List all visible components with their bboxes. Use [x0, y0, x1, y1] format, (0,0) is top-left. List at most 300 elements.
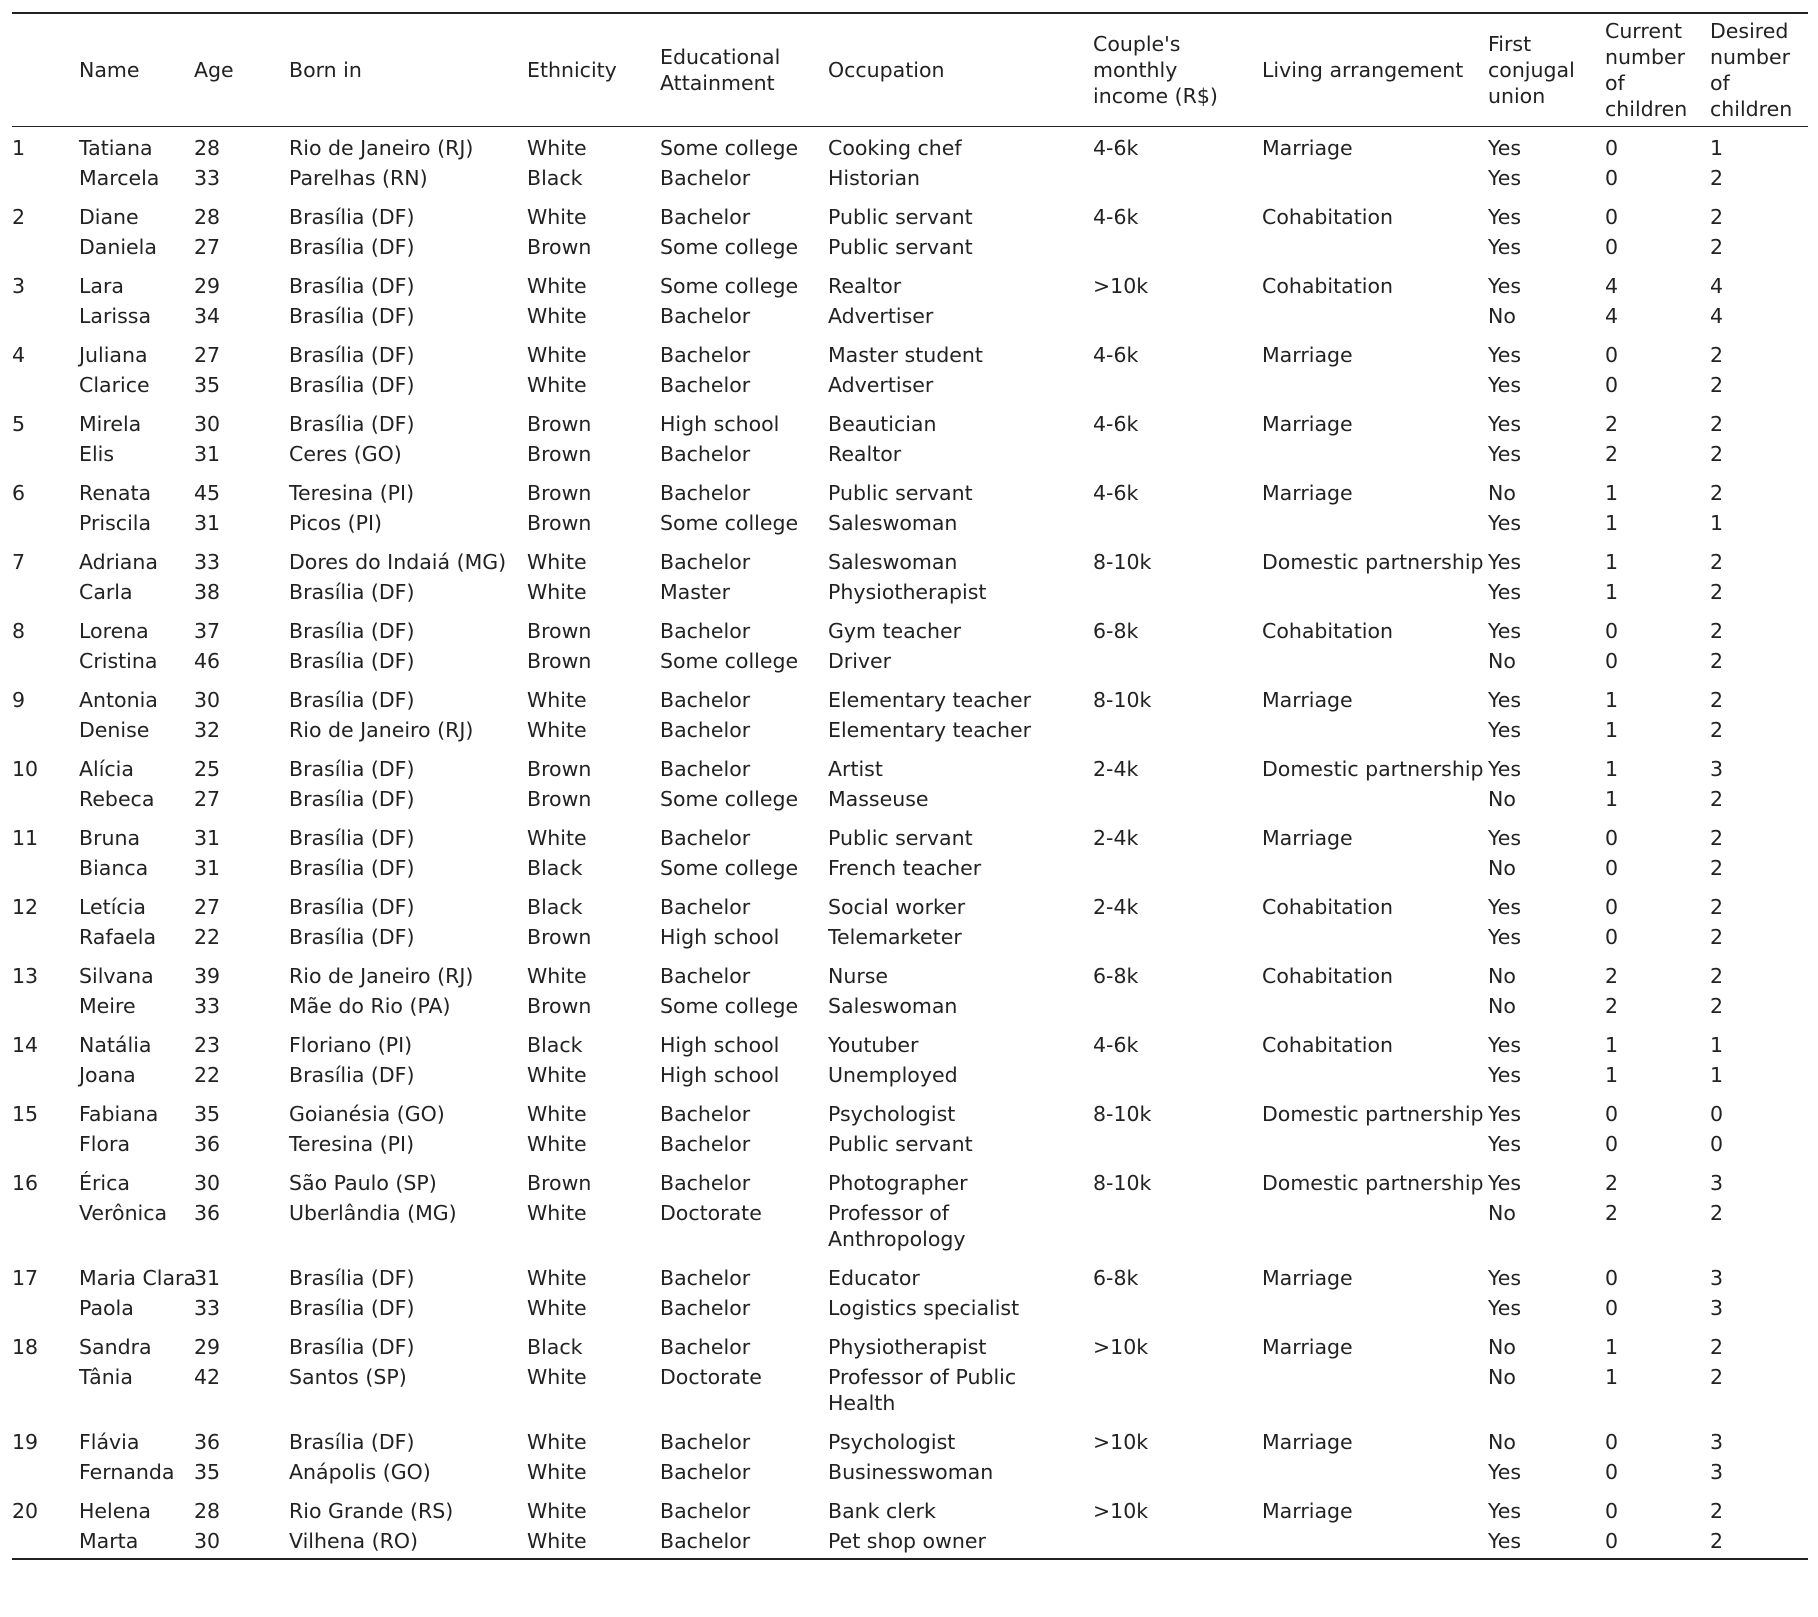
partner-current-children: 0	[1605, 1296, 1619, 1320]
couple-living-arrangement	[1262, 299, 1488, 332]
partner-ethnicity: Brown	[527, 412, 592, 436]
couple-number: 16	[12, 1171, 39, 1195]
table-row	[12, 1127, 1808, 1160]
partner-ethnicity: Brown	[527, 619, 592, 643]
partner-education: Some college	[660, 511, 799, 535]
couple-number	[12, 368, 79, 401]
table-row	[12, 815, 1808, 851]
couple-number: 7	[12, 550, 26, 574]
partner-name: Denise	[79, 718, 150, 742]
partner-age: 38	[194, 580, 221, 604]
partner-occupation: Physiotherapist	[828, 1335, 987, 1359]
couple-living-arrangement	[1262, 989, 1488, 1022]
partner-occupation: Public servant	[828, 1132, 973, 1156]
partner-born-in: Rio de Janeiro (RJ)	[289, 964, 474, 988]
partner-ethnicity: Brown	[527, 925, 592, 949]
partner-age: 33	[194, 550, 221, 574]
partner-ethnicity: Brown	[527, 1171, 592, 1195]
partner-ethnicity: White	[527, 1529, 587, 1553]
partner-age: 27	[194, 787, 221, 811]
table-row	[12, 1419, 1808, 1455]
partner-desired-children: 2	[1710, 1365, 1724, 1389]
partner-desired-children: 2	[1710, 718, 1724, 742]
partner-education: Bachelor	[660, 757, 751, 781]
partner-born-in: São Paulo (SP)	[289, 1171, 437, 1195]
table-row	[12, 161, 1808, 194]
partner-current-children: 0	[1605, 619, 1619, 643]
partner-desired-children: 2	[1710, 1499, 1724, 1523]
partner-desired-children: 2	[1710, 994, 1724, 1018]
partner-age: 28	[194, 205, 221, 229]
partner-occupation: Physiotherapist	[828, 580, 987, 604]
partner-desired-children: 3	[1710, 1266, 1724, 1290]
partner-name: Marcela	[79, 166, 160, 190]
partner-occupation: Master student	[828, 343, 983, 367]
couple-number	[12, 1127, 79, 1160]
couple-income: >10k	[1093, 1430, 1149, 1454]
partner-first-union: Yes	[1488, 1460, 1522, 1484]
partner-name: Verônica	[79, 1201, 168, 1225]
partner-ethnicity: Black	[527, 166, 583, 190]
couple-income	[1093, 1291, 1262, 1324]
partner-age: 36	[194, 1132, 221, 1156]
partner-name: Rebeca	[79, 787, 155, 811]
table-row	[12, 953, 1808, 989]
partner-ethnicity: White	[527, 205, 587, 229]
partner-name: Mirela	[79, 412, 142, 436]
header-education	[660, 13, 828, 127]
partner-born-in: Rio Grande (RS)	[289, 1499, 454, 1523]
partner-age: 31	[194, 826, 221, 850]
couple-number: 15	[12, 1102, 39, 1126]
table-header	[12, 13, 1808, 127]
partner-education: High school	[660, 925, 780, 949]
couple-income	[1093, 437, 1262, 470]
table-row	[12, 1196, 1808, 1255]
table-row	[12, 608, 1808, 644]
couple-living-arrangement	[1262, 920, 1488, 953]
partner-age: 35	[194, 373, 221, 397]
table-row	[12, 506, 1808, 539]
partner-born-in: Brasília (DF)	[289, 343, 415, 367]
partner-name: Bianca	[79, 856, 149, 880]
couple-income: 4-6k	[1093, 343, 1139, 367]
couple-living-arrangement: Marriage	[1262, 826, 1353, 850]
partner-born-in: Brasília (DF)	[289, 826, 415, 850]
table-row	[12, 782, 1808, 815]
couple-living-arrangement	[1262, 575, 1488, 608]
partner-name: Antonia	[79, 688, 158, 712]
header-education-line: Attainment	[660, 71, 775, 95]
header-born-in: Born in	[289, 58, 362, 82]
couple-living-arrangement: Domestic partnership	[1262, 550, 1484, 574]
partner-desired-children: 2	[1710, 550, 1724, 574]
couple-number	[12, 851, 79, 884]
partner-education: Doctorate	[660, 1201, 762, 1225]
partner-education: Bachelor	[660, 1266, 751, 1290]
partner-first-union: Yes	[1488, 1063, 1522, 1087]
partner-ethnicity: White	[527, 343, 587, 367]
partner-born-in: Ceres (GO)	[289, 442, 402, 466]
partner-born-in: Brasília (DF)	[289, 1266, 415, 1290]
partner-occupation: Realtor	[828, 442, 902, 466]
partner-occupation: Cooking chef	[828, 136, 962, 160]
couple-number	[12, 1291, 79, 1324]
header-living-arrangement: Living arrangement	[1262, 58, 1464, 82]
couple-income: 4-6k	[1093, 205, 1139, 229]
table-row	[12, 437, 1808, 470]
partner-education: High school	[660, 1063, 780, 1087]
partner-age: 25	[194, 757, 221, 781]
couple-living-arrangement: Marriage	[1262, 136, 1353, 160]
header-education-line: Educational	[660, 45, 781, 69]
partner-name: Marta	[79, 1529, 139, 1553]
partner-current-children: 1	[1605, 757, 1619, 781]
partner-born-in: Floriano (PI)	[289, 1033, 413, 1057]
partner-current-children: 0	[1605, 136, 1619, 160]
partner-current-children: 0	[1605, 373, 1619, 397]
partner-name: Maria Clara	[79, 1266, 197, 1290]
couple-income: 8-10k	[1093, 550, 1152, 574]
partner-born-in: Mãe do Rio (PA)	[289, 994, 451, 1018]
partner-occupation: Bank clerk	[828, 1499, 936, 1523]
couple-number: 17	[12, 1266, 39, 1290]
partner-name: Daniela	[79, 235, 157, 259]
partner-age: 31	[194, 442, 221, 466]
partner-born-in: Brasília (DF)	[289, 412, 415, 436]
header-ethnicity: Ethnicity	[527, 58, 617, 82]
partner-age: 28	[194, 136, 221, 160]
partner-age: 31	[194, 1266, 221, 1290]
couple-income	[1093, 644, 1262, 677]
couple-number: 6	[12, 481, 26, 505]
partner-age: 29	[194, 1335, 221, 1359]
couple-living-arrangement	[1262, 851, 1488, 884]
partner-desired-children: 2	[1710, 649, 1724, 673]
partner-age: 27	[194, 343, 221, 367]
couple-number	[12, 230, 79, 263]
partner-born-in: Brasília (DF)	[289, 235, 415, 259]
partner-desired-children: 4	[1710, 304, 1724, 328]
partner-first-union: Yes	[1488, 205, 1522, 229]
header-row	[12, 13, 1808, 127]
partner-occupation: Psychologist	[828, 1430, 956, 1454]
table-row	[12, 1160, 1808, 1196]
partner-desired-children: 3	[1710, 1296, 1724, 1320]
partner-ethnicity: White	[527, 1102, 587, 1126]
couple-income	[1093, 713, 1262, 746]
partner-current-children: 0	[1605, 1102, 1619, 1126]
couple-number: 18	[12, 1335, 39, 1359]
couple-income: 8-10k	[1093, 1102, 1152, 1126]
partner-current-children: 4	[1605, 274, 1619, 298]
partner-education: Bachelor	[660, 205, 751, 229]
partner-desired-children: 2	[1710, 787, 1724, 811]
partner-ethnicity: Black	[527, 1335, 583, 1359]
partner-first-union: Yes	[1488, 1033, 1522, 1057]
couple-living-arrangement	[1262, 1058, 1488, 1091]
table-row	[12, 401, 1808, 437]
partner-ethnicity: Brown	[527, 442, 592, 466]
partner-ethnicity: Black	[527, 1033, 583, 1057]
partner-ethnicity: Brown	[527, 994, 592, 1018]
couple-living-arrangement	[1262, 1127, 1488, 1160]
table-row	[12, 989, 1808, 1022]
partner-desired-children: 2	[1710, 688, 1724, 712]
partner-born-in: Dores do Indaiá (MG)	[289, 550, 507, 574]
partner-name: Tânia	[79, 1365, 133, 1389]
partner-current-children: 1	[1605, 688, 1619, 712]
couple-living-arrangement	[1262, 1455, 1488, 1488]
table-row	[12, 1455, 1808, 1488]
partner-name: Lara	[79, 274, 124, 298]
partner-current-children: 0	[1605, 826, 1619, 850]
partner-desired-children: 2	[1710, 205, 1724, 229]
partner-age: 31	[194, 856, 221, 880]
couple-number	[12, 920, 79, 953]
couple-living-arrangement	[1262, 437, 1488, 470]
partner-name: Renata	[79, 481, 152, 505]
couple-living-arrangement	[1262, 644, 1488, 677]
table-row	[12, 127, 1808, 162]
partner-occupation: Masseuse	[828, 787, 929, 811]
partner-first-union: No	[1488, 304, 1516, 328]
partner-desired-children: 1	[1710, 511, 1724, 535]
table-row	[12, 851, 1808, 884]
partner-education: Some college	[660, 856, 799, 880]
partner-current-children: 0	[1605, 1529, 1619, 1553]
couple-living-arrangement: Marriage	[1262, 343, 1353, 367]
couple-number: 12	[12, 895, 39, 919]
header-income	[1093, 13, 1262, 127]
table-row	[12, 539, 1808, 575]
couples-table	[12, 12, 1808, 1560]
partner-first-union: No	[1488, 1335, 1516, 1359]
partner-name: Clarice	[79, 373, 150, 397]
partner-name: Juliana	[79, 343, 148, 367]
table-row	[12, 230, 1808, 263]
partner-ethnicity: White	[527, 1201, 587, 1225]
partner-education: Bachelor	[660, 481, 751, 505]
partner-ethnicity: Black	[527, 856, 583, 880]
partner-current-children: 0	[1605, 895, 1619, 919]
partner-desired-children: 0	[1710, 1102, 1724, 1126]
partner-name: Fernanda	[79, 1460, 175, 1484]
couple-number	[12, 713, 79, 746]
partner-current-children: 2	[1605, 994, 1619, 1018]
couple-income: >10k	[1093, 274, 1149, 298]
partner-desired-children: 2	[1710, 343, 1724, 367]
header-desired-line: number	[1710, 45, 1791, 69]
table-body	[12, 127, 1808, 1560]
partner-born-in: Brasília (DF)	[289, 205, 415, 229]
partner-education: Bachelor	[660, 343, 751, 367]
partner-current-children: 2	[1605, 412, 1619, 436]
header-first-union	[1488, 13, 1605, 127]
partner-occupation: Unemployed	[828, 1063, 958, 1087]
partner-occupation: Educator	[828, 1266, 920, 1290]
partner-education: Bachelor	[660, 304, 751, 328]
partner-ethnicity: White	[527, 1296, 587, 1320]
partner-desired-children: 1	[1710, 1033, 1724, 1057]
couple-income: 6-8k	[1093, 619, 1139, 643]
partner-desired-children: 2	[1710, 895, 1724, 919]
couple-number	[12, 506, 79, 539]
partner-born-in: Picos (PI)	[289, 511, 383, 535]
partner-current-children: 1	[1605, 511, 1619, 535]
couple-income	[1093, 368, 1262, 401]
partner-education: High school	[660, 1033, 780, 1057]
partner-name: Paola	[79, 1296, 134, 1320]
partner-name: Priscila	[79, 511, 152, 535]
couple-income	[1093, 851, 1262, 884]
partner-born-in: Brasília (DF)	[289, 1063, 415, 1087]
couple-living-arrangement: Marriage	[1262, 688, 1353, 712]
partner-current-children: 0	[1605, 856, 1619, 880]
partner-first-union: Yes	[1488, 895, 1522, 919]
table-row	[12, 299, 1808, 332]
couple-living-arrangement	[1262, 713, 1488, 746]
couple-number	[12, 644, 79, 677]
partner-born-in: Brasília (DF)	[289, 1430, 415, 1454]
partner-occupation: Realtor	[828, 274, 902, 298]
partner-age: 39	[194, 964, 221, 988]
partner-desired-children: 2	[1710, 856, 1724, 880]
partner-current-children: 2	[1605, 964, 1619, 988]
table-row	[12, 1091, 1808, 1127]
header-income-line: monthly	[1093, 58, 1178, 82]
partner-born-in: Brasília (DF)	[289, 787, 415, 811]
partner-education: Some college	[660, 787, 799, 811]
partner-education: Some college	[660, 274, 799, 298]
couple-income: 6-8k	[1093, 964, 1139, 988]
partner-desired-children: 0	[1710, 1132, 1724, 1156]
table-row	[12, 263, 1808, 299]
partner-education: Master	[660, 580, 731, 604]
partner-name: Bruna	[79, 826, 141, 850]
table-row	[12, 368, 1808, 401]
partner-occupation: Advertiser	[828, 373, 934, 397]
partner-education: Bachelor	[660, 1102, 751, 1126]
table-row	[12, 575, 1808, 608]
partner-first-union: No	[1488, 481, 1516, 505]
partner-desired-children: 3	[1710, 1460, 1724, 1484]
partner-age: 22	[194, 1063, 221, 1087]
partner-age: 29	[194, 274, 221, 298]
partner-ethnicity: White	[527, 1365, 587, 1389]
partner-desired-children: 1	[1710, 136, 1724, 160]
partner-occupation: Professor of Anthropology	[828, 1201, 966, 1251]
table-row	[12, 194, 1808, 230]
partner-desired-children: 2	[1710, 235, 1724, 259]
couple-living-arrangement	[1262, 1360, 1488, 1419]
partner-ethnicity: White	[527, 373, 587, 397]
header-desired-children	[1710, 13, 1808, 127]
partner-current-children: 0	[1605, 1266, 1619, 1290]
partner-education: Bachelor	[660, 442, 751, 466]
partner-education: Bachelor	[660, 826, 751, 850]
partner-education: Bachelor	[660, 1296, 751, 1320]
partner-desired-children: 3	[1710, 1171, 1724, 1195]
partner-education: Bachelor	[660, 619, 751, 643]
partner-name: Lorena	[79, 619, 149, 643]
partner-name: Letícia	[79, 895, 146, 919]
partner-age: 34	[194, 304, 221, 328]
partner-current-children: 0	[1605, 925, 1619, 949]
partner-occupation: Nurse	[828, 964, 889, 988]
header-current-line: number	[1605, 45, 1686, 69]
couple-number: 11	[12, 826, 39, 850]
partner-education: Bachelor	[660, 373, 751, 397]
partner-occupation: Businesswoman	[828, 1460, 994, 1484]
header-current-children	[1605, 13, 1710, 127]
partner-first-union: Yes	[1488, 757, 1522, 781]
partner-age: 35	[194, 1102, 221, 1126]
table-row	[12, 1324, 1808, 1360]
partner-born-in: Brasília (DF)	[289, 925, 415, 949]
partner-born-in: Anápolis (GO)	[289, 1460, 431, 1484]
couple-income	[1093, 1455, 1262, 1488]
partner-education: Bachelor	[660, 1499, 751, 1523]
partner-name: Silvana	[79, 964, 154, 988]
partner-education: Some college	[660, 994, 799, 1018]
partner-born-in: Rio de Janeiro (RJ)	[289, 136, 474, 160]
couple-income: 8-10k	[1093, 688, 1152, 712]
header-income-line: Couple's	[1093, 32, 1181, 56]
partner-ethnicity: White	[527, 1266, 587, 1290]
couple-living-arrangement	[1262, 506, 1488, 539]
partner-desired-children: 2	[1710, 481, 1724, 505]
partner-current-children: 4	[1605, 304, 1619, 328]
partner-desired-children: 3	[1710, 1430, 1724, 1454]
partner-education: Bachelor	[660, 166, 751, 190]
partner-desired-children: 2	[1710, 1201, 1724, 1225]
partner-age: 23	[194, 1033, 221, 1057]
partner-desired-children: 2	[1710, 826, 1724, 850]
partner-occupation: French teacher	[828, 856, 982, 880]
partner-born-in: Brasília (DF)	[289, 757, 415, 781]
header-name: Name	[79, 58, 140, 82]
partner-first-union: No	[1488, 994, 1516, 1018]
partner-education: Bachelor	[660, 895, 751, 919]
partner-name: Elis	[79, 442, 115, 466]
partner-current-children: 1	[1605, 1063, 1619, 1087]
couple-income: 4-6k	[1093, 1033, 1139, 1057]
partner-name: Diane	[79, 205, 139, 229]
header-occupation: Occupation	[828, 58, 945, 82]
partner-first-union: Yes	[1488, 511, 1522, 535]
partner-name: Alícia	[79, 757, 134, 781]
partner-current-children: 0	[1605, 343, 1619, 367]
table-row	[12, 1291, 1808, 1324]
couple-living-arrangement: Domestic partnership	[1262, 757, 1484, 781]
partner-current-children: 2	[1605, 1201, 1619, 1225]
couple-income: 8-10k	[1093, 1171, 1152, 1195]
partner-name: Sandra	[79, 1335, 152, 1359]
partner-ethnicity: Black	[527, 895, 583, 919]
partner-current-children: 1	[1605, 1033, 1619, 1057]
partner-age: 35	[194, 1460, 221, 1484]
partner-born-in: Parelhas (RN)	[289, 166, 428, 190]
partner-age: 28	[194, 1499, 221, 1523]
partner-desired-children: 2	[1710, 925, 1724, 949]
partner-current-children: 1	[1605, 580, 1619, 604]
partner-born-in: Brasília (DF)	[289, 895, 415, 919]
partner-education: Bachelor	[660, 1460, 751, 1484]
couple-number: 10	[12, 757, 39, 781]
partner-born-in: Brasília (DF)	[289, 649, 415, 673]
partner-age: 30	[194, 1171, 221, 1195]
